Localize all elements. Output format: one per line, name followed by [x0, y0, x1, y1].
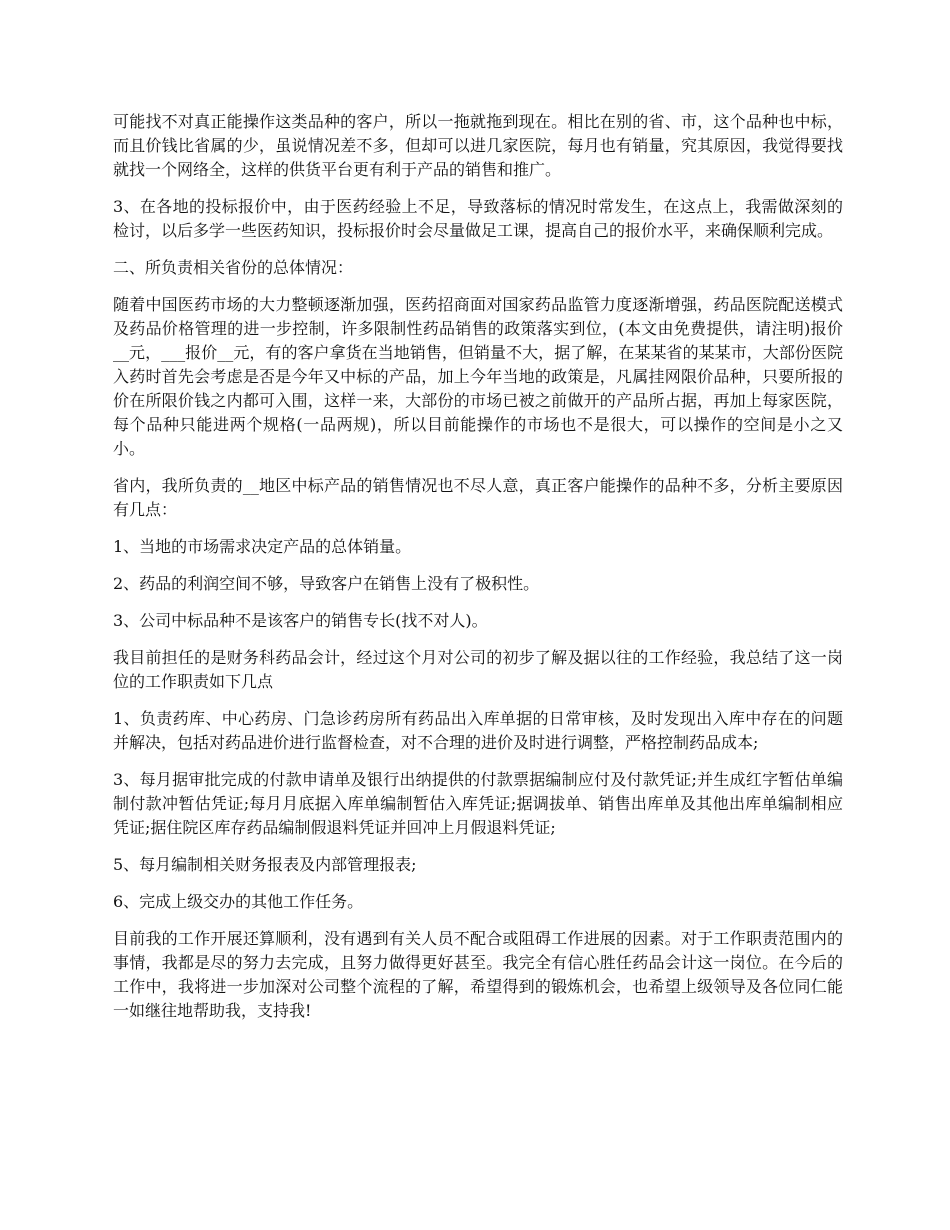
paragraph-intro-continuation: 可能找不对真正能操作这类品种的客户，所以一拖就拖到现在。相比在别的省、市，这个品种也中标，而且价钱比省属的少，虽说情况差不多，但却可以进几家医院，每月也有销量，究其原因，我觉得要找就找一个网络全，这样的供货平台更有利于产品的销售和推广。 — [113, 112, 843, 179]
paragraph-market-situation: 随着中国医药市场的大力整顿逐渐加强，医药招商面对国家药品监管力度逐渐增强，药品医院配送模式及药品价格管理的进一步控制，许多限制性药品销售的政策落实到位，(本文由免费提供，请注明)报价__元，___报价__元，有的客户拿货在当地销售，但销量不大，据了解，在某某省的某某市，大部份医院入药时首先会考虑是否是今年又中标的产品，加上今年当地的政策是，凡属挂网限价品种，只要所报的价在所限价钱之内都可入围，这样一来，大部份的市场已被之前做开的产品所占据，再加上每家医院，每个品种只能进两个规格(一品两规)，所以目前能操作的市场也不是很大，可以操作的空间是小之又小。 — [113, 295, 843, 458]
list-item-reason-1: 1、当地的市场需求决定产品的总体销量。 — [113, 537, 412, 556]
document-body — [113, 110, 843, 1036]
paragraph-role-intro: 我目前担任的是财务科药品会计，经过这个月对公司的初步了解及据以往的工作经验，我总结了这一岗位的工作职责如下几点 — [113, 648, 843, 691]
paragraph-regional-sales: 省内，我所负责的__地区中标产品的销售情况也不尽人意，真正客户能操作的品种不多，分析主要原因有几点： — [113, 476, 843, 519]
list-item-reason-2: 2、药品的利润空间不够，导致客户在销售上没有了极积性。 — [113, 574, 540, 593]
list-item-duty-3: 3、每月据审批完成的付款申请单及银行出纳提供的付款票据编制应付及付款凭证;并生成红字暂估单编制付款冲暂估凭证;每月月底据入库单编制暂估入库凭证;据调拔单、销售出库单及其他出库单编制相应凭证;据住院区库存药品编制假退料凭证并回冲上月假退料凭证; — [113, 770, 843, 837]
list-item-reason-3: 3、公司中标品种不是该客户的销售专长(找不对人)。 — [113, 611, 488, 630]
list-item-duty-1: 1、负责药库、中心药房、门急诊药房所有药品出入库单据的日常审核，及时发现出入库中存在的问题并解决，包括对药品进价进行监督检查，对不合理的进价及时进行调整，严格控制药品成本; — [113, 709, 843, 752]
paragraph-point-3-bidding: 3、在各地的投标报价中，由于医药经验上不足，导致落标的情况时常发生，在这点上，我需做深刻的检讨，以后多学一些医药知识，投标报价时会尽量做足工课，提高自己的报价水平，来确保顺利完成。 — [113, 197, 843, 240]
list-item-duty-6: 6、完成上级交办的其他工作任务。 — [113, 892, 364, 911]
section-heading-province-overview: 二、所负责相关省份的总体情况： — [113, 258, 354, 277]
paragraph-conclusion: 目前我的工作开展还算顺利，没有遇到有关人员不配合或阻碍工作进展的因素。对于工作职责范围内的事情，我都是尽的努力去完成，且努力做得更好甚至。我完全有信心胜任药品会计这一岗位。在今后的工作中，我将进一步加深对公司整个流程的了解，希望得到的锻炼机会，也希望上级领导及各位同仁能一如继往地帮助我，支持我! — [113, 929, 843, 1020]
list-item-duty-5: 5、每月编制相关财务报表及内部管理报表; — [113, 855, 417, 874]
